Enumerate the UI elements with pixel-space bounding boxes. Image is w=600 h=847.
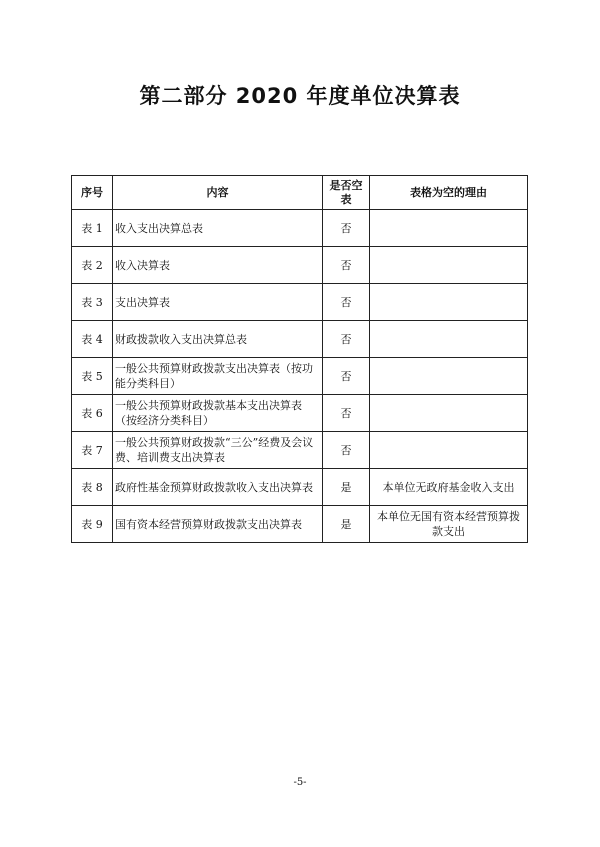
row-reason: [370, 247, 528, 284]
row-is-empty: 否: [323, 321, 370, 358]
row-no: 表 3: [72, 284, 113, 321]
row-is-empty: 否: [323, 395, 370, 432]
row-content: 支出决算表: [113, 284, 323, 321]
table-row: [72, 432, 528, 469]
row-reason: [370, 210, 528, 247]
row-no: 表 2: [72, 247, 113, 284]
header-is-empty: 是否空表: [323, 176, 370, 210]
row-reason: [370, 432, 528, 469]
row-is-empty: 否: [323, 284, 370, 321]
table-row: [72, 210, 528, 247]
row-reason: [370, 321, 528, 358]
table-row: [72, 469, 528, 506]
row-reason: [370, 358, 528, 395]
page-title: 第二部分 2020 年度单位决算表: [139, 84, 461, 108]
table-row: [72, 506, 528, 543]
table-header-row: [72, 176, 528, 210]
row-is-empty: 否: [323, 358, 370, 395]
row-no: 表 1: [72, 210, 113, 247]
table-row: [72, 284, 528, 321]
row-content: 一般公共预算财政拨款“三公”经费及会议费、培训费支出决算表: [113, 432, 323, 469]
table-catalog: [71, 175, 528, 543]
table-row: [72, 247, 528, 284]
row-content: 政府性基金预算财政拨款收入支出决算表: [113, 469, 323, 506]
row-no: 表 8: [72, 469, 113, 506]
row-is-empty: 是: [323, 469, 370, 506]
row-is-empty: 否: [323, 247, 370, 284]
row-is-empty: 否: [323, 210, 370, 247]
row-content: 财政拨款收入支出决算总表: [113, 321, 323, 358]
row-content: 收入支出决算总表: [113, 210, 323, 247]
row-reason: [370, 284, 528, 321]
row-is-empty: 否: [323, 432, 370, 469]
page-number: -5-: [293, 777, 307, 788]
row-reason: 本单位无政府基金收入支出: [370, 469, 528, 506]
table-row: [72, 321, 528, 358]
row-content: 一般公共预算财政拨款基本支出决算表（按经济分类科目）: [113, 395, 323, 432]
header-reason: 表格为空的理由: [370, 176, 528, 210]
row-is-empty: 是: [323, 506, 370, 543]
table-row: [72, 395, 528, 432]
row-content: 一般公共预算财政拨款支出决算表（按功能分类科目）: [113, 358, 323, 395]
header-no: 序号: [72, 176, 113, 210]
row-no: 表 6: [72, 395, 113, 432]
row-content: 收入决算表: [113, 247, 323, 284]
row-content: 国有资本经营预算财政拨款支出决算表: [113, 506, 323, 543]
header-content: 内容: [113, 176, 323, 210]
row-reason: [370, 395, 528, 432]
row-no: 表 9: [72, 506, 113, 543]
row-reason: 本单位无国有资本经营预算拨款支出: [370, 506, 528, 543]
row-no: 表 7: [72, 432, 113, 469]
table-row: [72, 358, 528, 395]
row-no: 表 4: [72, 321, 113, 358]
row-no: 表 5: [72, 358, 113, 395]
